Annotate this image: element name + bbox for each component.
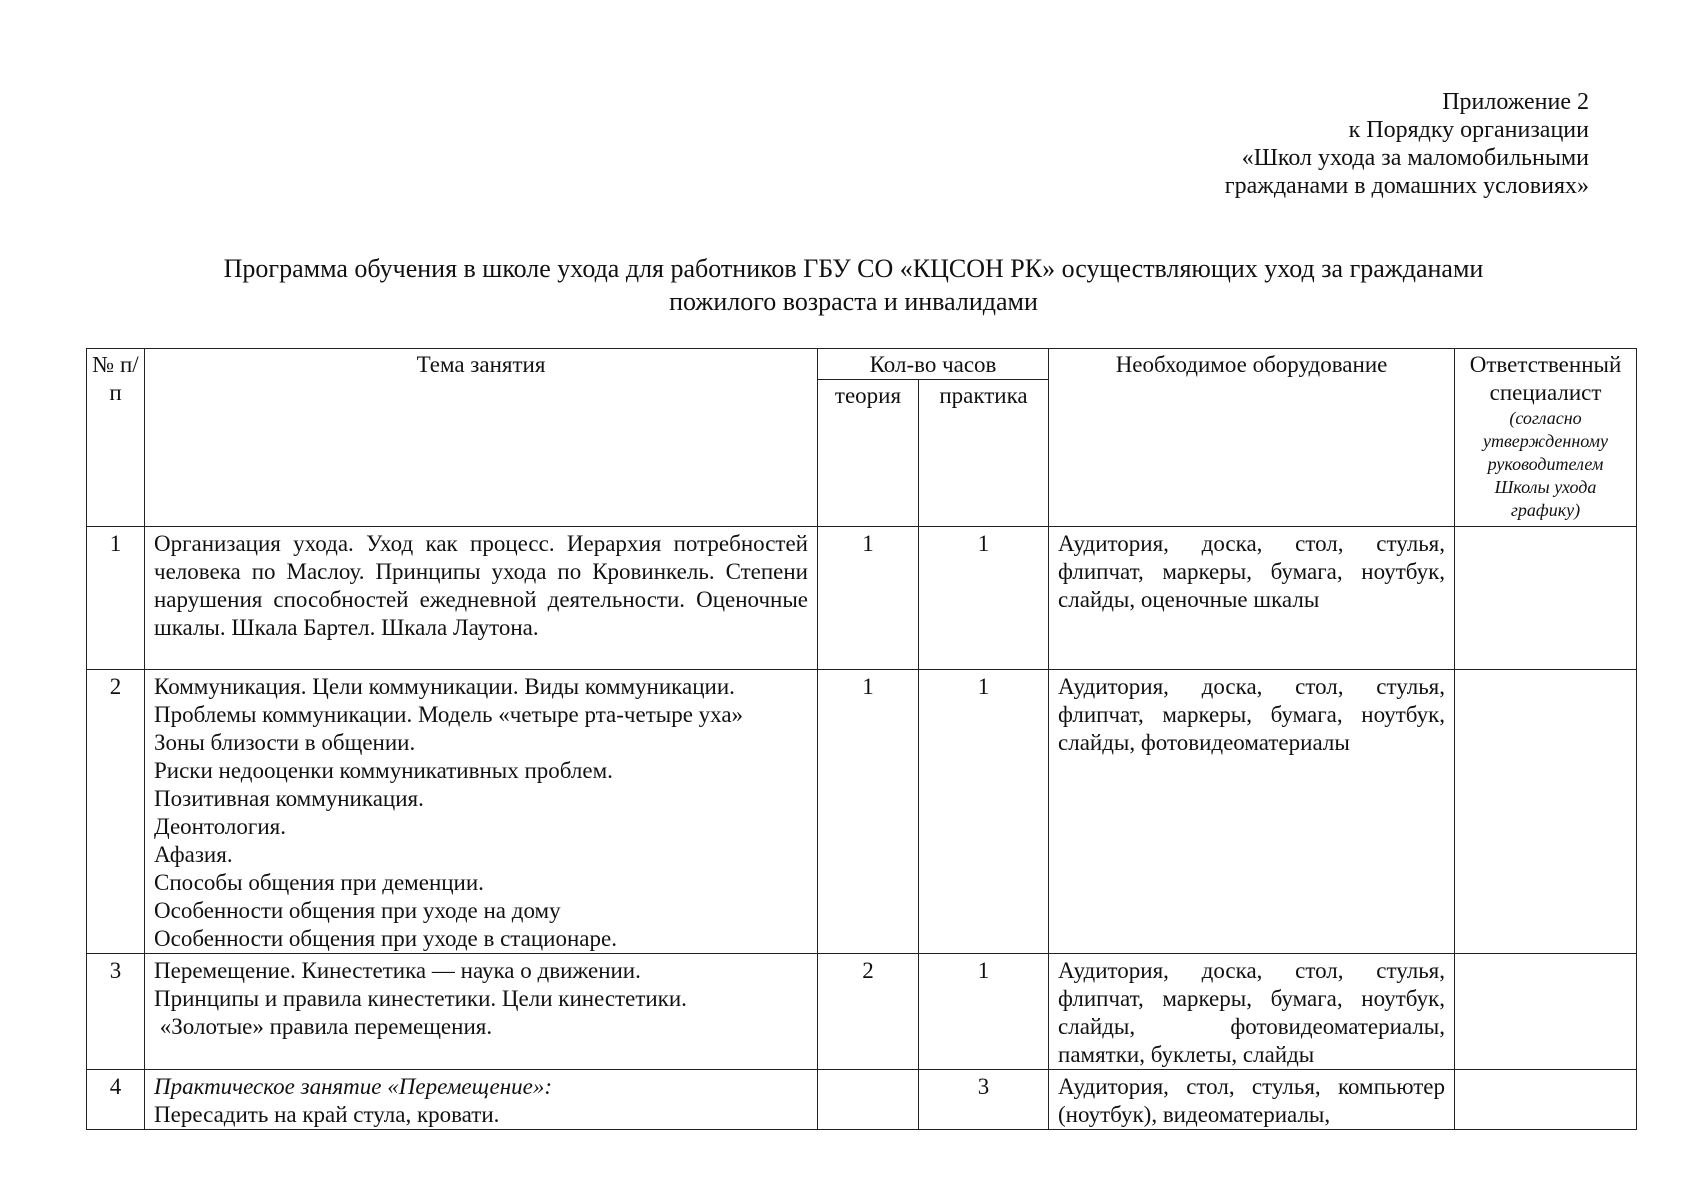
row-responsible — [1455, 670, 1637, 954]
row-responsible — [1455, 954, 1637, 1070]
row-theory: 1 — [818, 527, 919, 670]
row-theory — [818, 1070, 919, 1130]
topic-line: Афазия. — [154, 842, 233, 867]
title-line: пожилого возраста и инвалидами — [669, 287, 1038, 316]
row-equipment: Аудитория, доска, стол, стулья, флипчат, маркеры, бумага, ноутбук, слайды, фотовидеоматериалы — [1049, 670, 1455, 954]
row-theory: 2 — [818, 954, 919, 1070]
row-responsible — [1455, 527, 1637, 670]
topic-line: Особенности общения при уходе на дому — [154, 898, 561, 923]
topic-line: Деонтология. — [154, 814, 286, 839]
topic-line: Риски недооценки коммуникативных проблем. — [154, 758, 613, 783]
topic-line: Коммуникация. Цели коммуникации. Виды коммуникации. — [154, 674, 735, 699]
header-num: № п/п — [87, 349, 145, 527]
row-equipment: Аудитория, доска, стол, стулья, флипчат, маркеры, бумага, ноутбук, слайды, оценочные шкалы — [1049, 527, 1455, 670]
row-num: 4 — [87, 1070, 145, 1130]
row-num: 3 — [87, 954, 145, 1070]
row-practice: 3 — [919, 1070, 1049, 1130]
row-num: 2 — [87, 670, 145, 954]
row-practice: 1 — [919, 527, 1049, 670]
header-topic: Тема занятия — [145, 349, 818, 527]
row-topic — [145, 1070, 818, 1130]
table-row — [87, 954, 1637, 1070]
topic-line: Принципы и правила кинестетики. Цели кинестетики. — [154, 986, 687, 1011]
row-topic — [145, 954, 818, 1070]
header-theory: теория — [818, 380, 919, 527]
row-responsible — [1455, 1070, 1637, 1130]
row-num: 1 — [87, 527, 145, 670]
row-theory: 1 — [818, 670, 919, 954]
row-practice: 1 — [919, 670, 1049, 954]
header-responsible-note: (согласно утвержденному руководителем Школы ухода графику) — [1482, 408, 1609, 520]
row-topic — [145, 670, 818, 954]
topic-line: Способы общения при деменции. — [154, 870, 484, 895]
header-equipment: Необходимое оборудование — [1049, 349, 1455, 527]
topic-title: Практическое занятие «Перемещение»: — [154, 1074, 553, 1099]
header-hours: Кол-во часов — [818, 349, 1049, 380]
document-title — [80, 252, 1627, 318]
topic-line: Позитивная коммуникация. — [154, 786, 424, 811]
appendix-line: гражданами в домашних условиях» — [1224, 173, 1589, 199]
topic-line: Пересадить на край стула, кровати. — [154, 1102, 500, 1127]
row-equipment: Аудитория, доска, стол, стулья, флипчат, маркеры, бумага, ноутбук, слайды, фотовидеоматериалы, памятки, буклеты, слайды — [1049, 954, 1455, 1070]
table-row — [87, 670, 1637, 954]
header-responsible — [1455, 349, 1637, 527]
row-equipment: Аудитория, стол, стулья, компьютер (ноутбук), видеоматериалы, — [1049, 1070, 1455, 1130]
program-table — [86, 348, 1637, 1130]
topic-line: «Золотые» правила перемещения. — [154, 1014, 493, 1039]
topic-line: Перемещение. Кинестетика — наука о движении. — [154, 958, 641, 983]
row-topic: Организация ухода. Уход как процесс. Иерархия потребностей человека по Маслоу. Принципы ухода по Кровинкель. Степени нарушения способностей ежедневной деятельности. Оценочные шкалы. Шкала Бартел. Шкала Лаутона. — [145, 527, 818, 670]
appendix-line: Приложение 2 — [1442, 89, 1589, 115]
appendix-line: «Школ ухода за маломобильными — [1241, 145, 1589, 171]
table-header-row — [87, 349, 1637, 380]
table-row — [87, 527, 1637, 670]
topic-line: Проблемы коммуникации. Модель «четыре рта-четыре уха» — [154, 702, 744, 727]
row-practice: 1 — [919, 954, 1049, 1070]
appendix-header — [1225, 88, 1589, 200]
table-row — [87, 1070, 1637, 1130]
title-line: Программа обучения в школе ухода для работников ГБУ СО «КЦСОН РК» осуществляющих уход за гражданами — [223, 254, 1484, 283]
appendix-line: к Порядку организации — [1348, 117, 1589, 143]
topic-line: Зоны близости в общении. — [154, 730, 416, 755]
header-practice: практика — [919, 380, 1049, 527]
header-responsible-label: Ответственный специалист — [1469, 352, 1622, 405]
topic-line: Особенности общения при уходе в стационаре. — [154, 926, 617, 951]
